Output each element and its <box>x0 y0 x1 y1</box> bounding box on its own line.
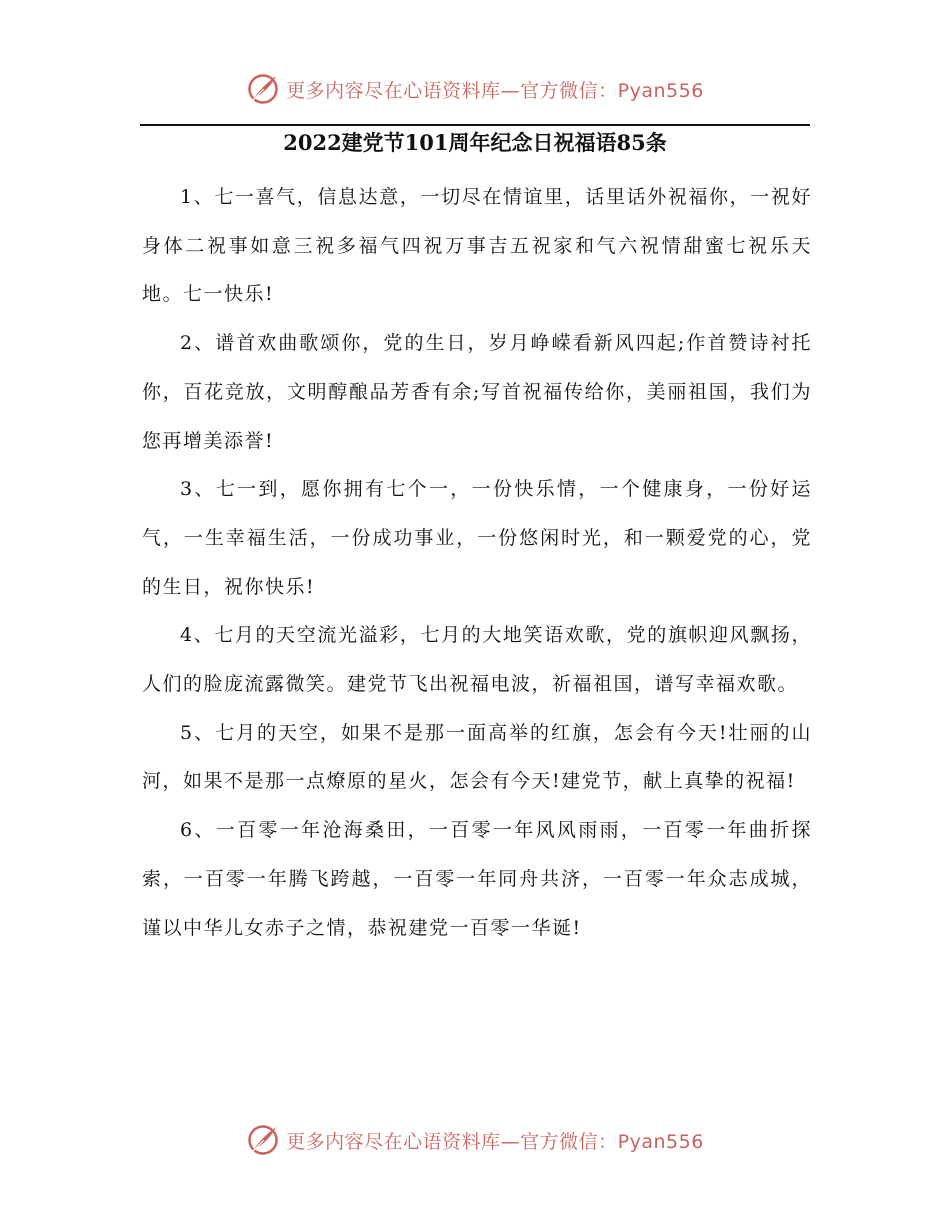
paragraph-2: 2、谱首欢曲歌颂你，党的生日，岁月峥嵘看新风四起;作首赞诗衬托你，百花竞放，文明醇酿品芳香有余;写首祝福传给你，美丽祖国，我们为您再增美添誉! <box>142 332 812 452</box>
paragraph-5: 5、七月的天空，如果不是那一面高举的红旗，怎会有今天!壮丽的山河，如果不是那一点燎原的星火，怎会有今天!建党节，献上真挚的祝福! <box>142 721 812 793</box>
paragraph-6: 6、一百零一年沧海桑田，一百零一年风风雨雨，一百零一年曲折探索，一百零一年腾飞跨越，一百零一年同舟共济，一百零一年众志成城，谨以中华儿女赤子之情，恭祝建党一百零一华诞! <box>142 819 812 939</box>
header-divider <box>140 124 810 126</box>
header-banner <box>0 67 950 111</box>
paragraph-3: 3、七一到，愿你拥有七个一，一份快乐情，一个健康身，一份好运气，一生幸福生活，一份成功事业，一份悠闲时光，和一颗爱党的心，党的生日，祝你快乐! <box>142 478 812 598</box>
header-banner-text: 更多内容尽在心语资料库—官方微信：Pyan556 <box>286 79 704 102</box>
paragraph-4: 4、七月的天空流光溢彩，七月的大地笑语欢歌，党的旗帜迎风飘扬，人们的脸庞流露微笑。建党节飞出祝福电波，祈福祖国，谱写幸福欢歌。 <box>142 624 812 696</box>
document-body <box>142 173 812 952</box>
footer-banner <box>0 1118 950 1162</box>
quill-logo-icon <box>246 72 280 106</box>
document-title: 2022建党节101周年纪念日祝福语85条 <box>283 130 667 155</box>
quill-logo-icon <box>246 1123 280 1157</box>
footer-banner-text: 更多内容尽在心语资料库—官方微信：Pyan556 <box>286 1130 704 1153</box>
paragraph-1: 1、七一喜气，信息达意，一切尽在情谊里，话里话外祝福你，一祝好身体二祝事如意三祝多福气四祝万事吉五祝家和气六祝情甜蜜七祝乐天地。七一快乐! <box>142 186 812 306</box>
